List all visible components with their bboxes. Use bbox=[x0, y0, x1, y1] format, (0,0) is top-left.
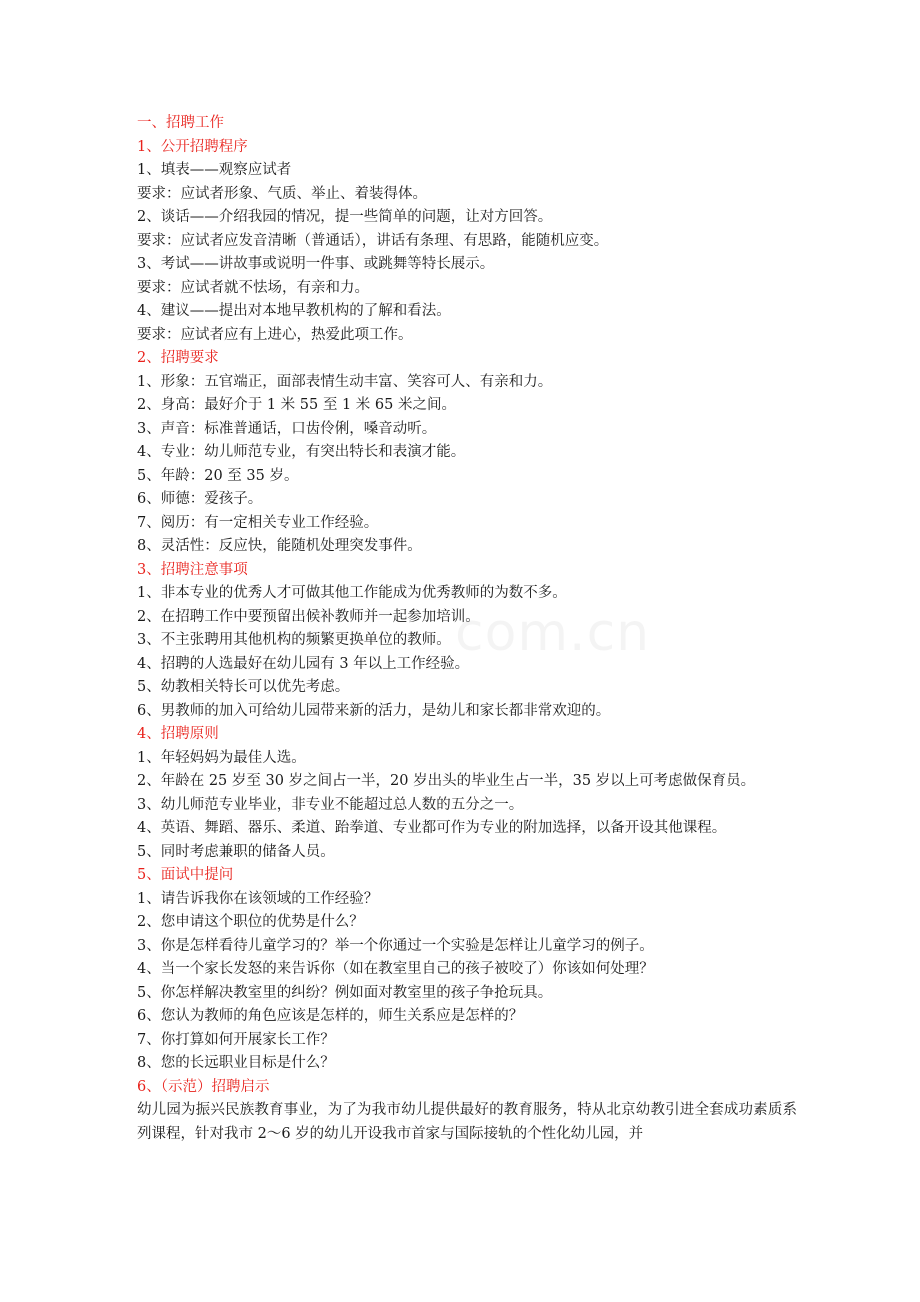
text-line: 2、在招聘工作中要预留出候补教师并一起参加培训。 bbox=[137, 608, 480, 625]
section-interview-questions bbox=[137, 864, 797, 1076]
section-notes bbox=[137, 559, 797, 724]
text-line: 6、男教师的加入可给幼儿园带来新的活力，是幼儿和家长都非常欢迎的。 bbox=[137, 702, 611, 719]
text-line: 7、你打算如何开展家长工作？ bbox=[137, 1031, 335, 1048]
text-line: 4、建议——提出对本地早教机构的了解和看法。 bbox=[137, 303, 451, 319]
section-principles bbox=[137, 723, 797, 864]
section-open-recruitment bbox=[137, 136, 797, 348]
text-line: 5、年龄：20 至 35 岁。 bbox=[137, 467, 299, 484]
text-line: 3、考试——讲故事或说明一件事、或跳舞等特长展示。 bbox=[137, 256, 495, 272]
text-line: 3、声音：标准普通话，口齿伶俐，嗓音动听。 bbox=[137, 420, 437, 437]
text-line: 2、年龄在 25 岁至 30 岁之间占一半，20 岁出头的毕业生占一半，35 岁以上可考虑做保育员。 bbox=[137, 773, 756, 789]
text-line: 5、幼教相关特长可以优先考虑。 bbox=[137, 679, 350, 695]
text-line: 8、您的长远职业目标是什么？ bbox=[137, 1055, 335, 1071]
section-heading: 1、公开招聘程序 bbox=[137, 138, 248, 155]
section-requirements bbox=[137, 347, 797, 559]
text-line: 1、形象：五官端正，面部表情生动丰富、笑容可人、有亲和力。 bbox=[137, 373, 553, 390]
text-line: 4、当一个家长发怒的来告诉你（如在教室里自己的孩子被咬了）你该如何处理？ bbox=[137, 961, 654, 977]
text-line: 1、填表——观察应试者 bbox=[137, 162, 292, 178]
text-line: 6、师德：爱孩子。 bbox=[137, 491, 263, 507]
section-heading: 2、招聘要求 bbox=[137, 350, 219, 366]
text-line: 3、你是怎样看待儿童学习的？举一个你通过一个实验是怎样让儿童学习的例子。 bbox=[137, 937, 654, 954]
text-line: 2、谈话——介绍我园的情况，提一些简单的问题，让对方回答。 bbox=[137, 209, 553, 225]
text-line: 1、请告诉我你在该领域的工作经验？ bbox=[137, 890, 379, 907]
section-heading: 5、面试中提问 bbox=[137, 867, 234, 883]
section-heading: 3、招聘注意事项 bbox=[137, 561, 248, 578]
text-line: 5、你怎样解决教室里的纠纷？例如面对教室里的孩子争抢玩具。 bbox=[137, 984, 553, 1001]
text-line: 4、专业：幼儿师范专业，有突出特长和表演才能。 bbox=[137, 444, 466, 460]
text-line: 2、身高：最好介于 1 米 55 至 1 米 65 米之间。 bbox=[137, 397, 456, 413]
text-line: 3、不主张聘用其他机构的频繁更换单位的教师。 bbox=[137, 632, 451, 648]
text-line: 1、非本专业的优秀人才可做其他工作能成为优秀教师的为数不多。 bbox=[137, 585, 567, 601]
text-line: 8、灵活性：反应快，能随机处理突发事件。 bbox=[137, 538, 422, 554]
text-line: 2、您申请这个职位的优势是什么？ bbox=[137, 914, 364, 930]
section-heading: 6、（示范）招聘启示 bbox=[137, 1078, 270, 1095]
text-line: 4、英语、舞蹈、器乐、柔道、跆拳道、专业都可作为专业的附加选择，以备开设其他课程。 bbox=[137, 820, 727, 836]
document-title: 一、招聘工作 bbox=[137, 115, 224, 131]
text-line: 要求：应试者应有上进心，热爱此项工作。 bbox=[137, 326, 413, 343]
text-line: 7、阅历：有一定相关专业工作经验。 bbox=[137, 514, 379, 531]
text-line: 1、年轻妈妈为最佳人选。 bbox=[137, 749, 306, 766]
text-line: 要求：应试者就不怯场，有亲和力。 bbox=[137, 279, 369, 296]
notice-paragraph: 幼儿园为振兴民族教育事业，为了为我市幼儿提供最好的教育服务，特从北京幼教引进全套成功素质系列课程，针对我市 2～6 岁的幼儿开设我市首家与国际接轨的个性化幼儿园，并 bbox=[137, 1102, 797, 1142]
text-line: 要求：应试者形象、气质、举止、着装得体。 bbox=[137, 185, 427, 202]
section-sample-notice bbox=[137, 1076, 797, 1147]
text-line: 5、同时考虑兼职的储备人员。 bbox=[137, 843, 335, 860]
text-line: 4、招聘的人选最好在幼儿园有 3 年以上工作经验。 bbox=[137, 655, 470, 672]
document-body bbox=[137, 112, 797, 1146]
text-line: 6、您认为教师的角色应该是怎样的，师生关系应是怎样的？ bbox=[137, 1008, 524, 1024]
section-heading: 4、招聘原则 bbox=[137, 726, 219, 742]
text-line: 3、幼儿师范专业毕业，非专业不能超过总人数的五分之一。 bbox=[137, 796, 524, 813]
text-line: 要求：应试者应发音清晰（普通话），讲话有条理、有思路，能随机应变。 bbox=[137, 232, 609, 249]
